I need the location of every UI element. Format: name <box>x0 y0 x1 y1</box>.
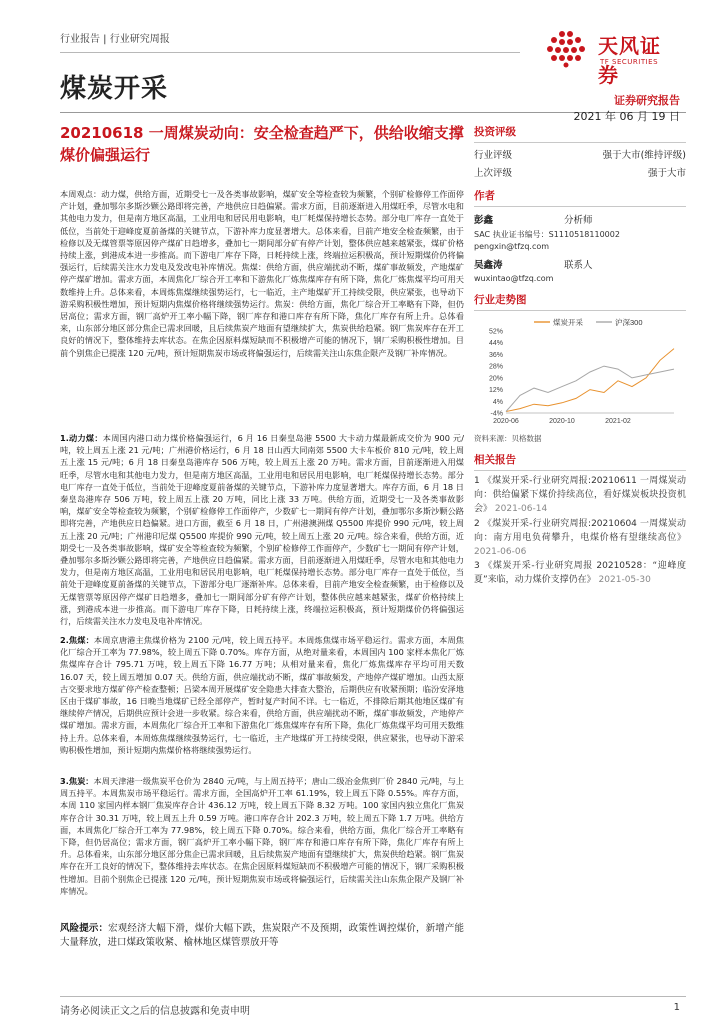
y-tick-label: 44% <box>488 340 503 348</box>
rating-value: 强于大市(维持评级) <box>602 150 686 161</box>
related-item[interactable] <box>474 559 686 587</box>
legend-label: 煤炭开采 <box>553 318 583 327</box>
report-title: 20210618 一周煤炭动向：安全检查趋严下，供给收缩支撑煤价偏强运行 <box>60 124 464 164</box>
author-email[interactable]: wuxintao@tfzq.com <box>474 274 554 283</box>
rating-heading: 投资评级 <box>474 126 516 138</box>
section-coking-coal <box>60 634 464 756</box>
author-cert: SAC 执业证书编号：S1110518110002 <box>474 230 620 239</box>
rating-row <box>474 147 686 161</box>
brand-name-en: TF SECURITIES <box>600 58 659 66</box>
brand-name: 天风证券 <box>598 34 661 87</box>
author-email[interactable]: pengxin@tfzq.com <box>474 242 550 251</box>
summary-paragraph <box>60 188 464 359</box>
authors-panel <box>474 188 686 283</box>
disclaimer: 请务必阅读正文之后的信息披露和免责申明 <box>60 1006 250 1017</box>
related-number: 1 <box>474 476 480 486</box>
risk-label: 风险提示： <box>60 923 109 934</box>
page-number: 1 <box>673 1002 680 1013</box>
logo-mark-icon <box>540 28 594 68</box>
author-entry <box>474 257 686 283</box>
brand-logo <box>540 28 680 87</box>
related-divider <box>474 470 686 471</box>
report-date: 2021 年 06 月 19 日 <box>573 110 680 123</box>
y-tick-label: -4% <box>490 410 503 418</box>
related-item[interactable] <box>474 517 686 560</box>
author-role: 分析师 <box>564 215 593 226</box>
x-tick-label: 2020-06 <box>493 418 519 425</box>
related-number: 2 <box>474 518 480 529</box>
y-tick-label: 4% <box>492 398 503 406</box>
related-number: 3 <box>474 561 480 572</box>
section-label: 2.焦煤： <box>60 635 94 645</box>
y-tick-label: 36% <box>488 351 503 359</box>
series-line <box>506 349 674 412</box>
related-text: 《煤炭开采-行业研究周报 20210528：“迎峰度夏”来临，动力煤价支撑仍在》 <box>474 561 686 586</box>
author-role: 联系人 <box>564 260 593 271</box>
related-date: 2021-05-30 <box>598 575 651 586</box>
section-label: 1.动力煤： <box>60 433 103 443</box>
rating-row <box>474 165 686 179</box>
rating-key: 行业评级 <box>474 150 513 161</box>
y-tick-label: 28% <box>488 363 503 371</box>
x-tick-label: 2021-02 <box>605 418 631 425</box>
trend-divider <box>474 310 686 311</box>
authors-divider <box>474 206 686 207</box>
rating-divider <box>474 142 686 143</box>
rating-value: 强于大市 <box>647 168 686 179</box>
related-text: 《煤炭开采-行业研究周报:20210604 一周煤炭动向：南方用电负荷攀升，电煤价格有望继续高位》 <box>474 518 686 543</box>
chart-source: 资料来源：贝格数据 <box>474 434 542 443</box>
y-tick-label: 12% <box>488 387 503 395</box>
report-type: 证券研究报告 <box>614 94 680 107</box>
trend-heading: 行业走势图 <box>474 294 527 306</box>
related-item[interactable] <box>474 474 686 517</box>
risk-text: 宏观经济大幅下滑，煤价大幅下跌，焦炭限产不及预期，政策性调控煤价，新增产能大量释放，进口煤政策收紧、榆林地区煤管票放开等 <box>60 923 464 948</box>
x-tick-label: 2020-10 <box>549 418 575 425</box>
related-date: 2021-06-06 <box>474 547 527 558</box>
related-panel <box>474 452 686 588</box>
rating-panel <box>474 124 686 179</box>
y-tick-label: 20% <box>488 375 503 383</box>
authors-heading: 作者 <box>474 190 495 202</box>
section-title: 煤炭开采 <box>60 74 169 104</box>
section-text: 本周国内港口动力煤价格偏强运行，6 月 16 日秦皇岛港 5500 大卡动力煤最新成交价为 900 元/吨，较上周五上涨 21 元/吨；广州港价格运行，6 月 18 日山西大同南郊 5500 大卡车板价 810 元/吨，较上周五上涨 15 元/吨；6 月 18 日秦皇岛港库存 506 万吨，较上周五上涨 20 万吨。需求方面，目前逐渐进入用煤旺季，尽管水电和其他电力发力，但是南方地区高温，工业用电和居民用电影响，电厂耗煤保持增长态势。部分电厂库存一直处于低位，当前处于迎峰度夏前备煤的关键节点，下游补库力度显著增大。库存方面，6 月 18 日秦皇岛港库存 506 万吨，较上周五上涨 20 万吨，同比上涨 33 万吨。供给方面，近期受七一及各类事故影响，煤矿安全等检查较为频繁，个别矿检修停工作面停产，少数矿七一期间有停产计划，叠加鄂尔多斯沙颗公路即将完善，产地供应日趋偏紧。进口方面，截至 6 月 18 日，广州港澳洲煤 Q5500 库提价 990 元/吨，较上周五上涨 20 元/吨；广州港印尼煤 Q5500 库提价 990 元/吨，较上周五上涨 20 元/吨。综合来看，供给方面，近期受七一及各类事故影响，煤矿安全等检查较为频繁，个别矿检修停工作面停产，少数矿七一期间有停产计划，叠加鄂尔多斯沙颗公路即将完善，产地供应日趋偏紧。需求方面，目前逐渐进入用煤旺季，尽管水电和其他电力发力，但是南方地区高温，工业用电和居民用电影响，电厂耗煤保持增长态势。部分电厂库存一直处于低位，当前处于迎峰度夏前备煤的关键节点，下游部分电厂逐渐补库。总体来看，目前产地安全检查频繁，由于检修以及无煤管票等原因停产煤矿日趋增多，叠加七一期间部分矿有停产计划，整体供应越来越紧张，煤矿价格持续上涨，到港成本进一步推高。而下游电厂库存下降，日耗持续上涨，终端拉运积极高，预计短期煤价仍将偏强运行，后续需关注水力发电及电补库情况。 <box>60 433 464 627</box>
legend-label: 沪深300 <box>615 318 643 327</box>
author-name: 吴鑫涛 <box>474 260 503 271</box>
rating-key: 上次评级 <box>474 168 513 179</box>
related-text: 《煤炭开采-行业研究周报:20210611 一周煤炭动向：供给偏紧下煤价持续高位，看好煤炭板块投资机会》 <box>474 476 686 515</box>
trend-panel <box>474 292 686 444</box>
risk-warning <box>60 922 464 950</box>
section-text: 本周京唐港主焦煤价格为 2100 元/吨，较上周五持平。本周炼焦煤市场平稳运行。需求方面，本周焦化厂综合开工率为 77.98%，较上周五下降 0.70%。库存方面，从绝对量来看，本周国内 100 家样本焦化厂炼焦煤库存合计 795.71 万吨，较上周五下降 16.77 万吨；从相对量来看，焦化厂炼焦煤库存平均可用天数 16.07 天，较上周五增加 0.07 天。供给方面，供应端扰动不断，煤矿事故频发，产地停产煤矿增加。山西太原古交要求地方煤矿停产检查整顿；吕梁本周开展煤矿安全隐患大排查大整治，后期供应有收紧预期；临汾安泽地区由于煤矿事故，16 日晚当地煤矿已经全部停产，暂时复产时间不详。七一临近，不排除后期其他地区煤矿有继续停产情况，后期供应预计会进一步收紧。综合来看，供给方面，供应端扰动不断，煤矿事故频发，产地停产煤矿增加。需求方面，本周焦化厂综合开工率和下游焦化厂炼焦煤库存有所下降，焦化厂炼焦煤平均可用天数维持上升。总体来看，本周炼焦煤继续强势运行，七一临近，主产地煤矿开工持续受限，供应紧张，也导动下游采购积极性增加，预计短期内焦煤价格将继续强势运行。 <box>60 635 464 755</box>
summary-text: 本周观点：动力煤，供给方面，近期受七一及各类事故影响，煤矿安全等检查较为频繁，个别矿检修停工作面停产计划，叠加鄂尔多斯沙颗公路即将完善，产地供应日趋偏紧。需求方面，目前逐渐进入用煤旺季，尽管水电和其他电力发力，但是南方地区高温，工业用电和居民用电影响，电厂耗煤保持增长态势。部分电厂库存一直处于低位，当前处于迎峰度夏前备煤的关键节点，下游补库力度显著增大。总体来看，目前产地安全检查频繁，由于检修以及无煤管票等原因停产煤矿日趋增多，叠加七一期间部分矿有停产计划，整体供应越来越紧张，煤矿价格持续上涨，到港成本进一步推高。而下游电厂库存下降，日耗持续上涨，终端拉运积极高，预计短期煤价仍将偏强运行，后续需关注水力发电及发改电补库情况。焦煤：供给方面，供应端扰动不断，煤矿事故频发，产地煤矿停产煤矿增加。需求方面，本周焦化厂综合开工率和下游焦化厂炼焦煤库存有所下降，焦化厂炼焦煤平均可用天数维持上升。总体来看，本周炼焦煤继续强势运行，七一临近，主产地煤矿开工持续受限，供应紧张，也导动下游采购积极性增加，预计短期内焦煤价格将继续强势运行。焦炭：供给方面，焦化厂综合开工率略有下降，但仍居高位；需求方面，钢厂高炉开工率小幅下降，钢厂库存和港口库存有所下降，焦化厂库存有所上升。总体看来，山东部分地区部分焦企已需求回暖，且后续焦炭产地面有望继续扩大，焦炭供给趋紧。钢厂焦炭库存在开工良好的情况下，整体维持去库状态。在焦企因原料煤短缺而不积极增产可能的情况下，钢厂采购积极性增加。目前个别焦企已提涨 120 元/吨，预计短期焦炭市场或将偏强运行，后续需关注山东焦企限产及钢厂补库情况。 <box>60 189 464 358</box>
section-thermal-coal <box>60 432 464 627</box>
header-tag: 行业报告 | 行业研究周报 <box>60 34 170 45</box>
author-name: 彭鑫 <box>474 215 494 226</box>
y-tick-label: 52% <box>488 328 503 336</box>
author-entry <box>474 212 686 251</box>
related-heading: 相关报告 <box>474 454 516 466</box>
trend-chart <box>474 313 686 431</box>
footer-divider <box>60 996 686 997</box>
section-label: 3.焦炭： <box>60 776 94 786</box>
section-text: 本周天津港一级焦炭平仓价为 2840 元/吨，与上周五持平；唐山二级冶金焦到厂价 2840 元/吨，与上周五持平。本周焦炭市场平稳运行。需求方面，全国高炉开工率 61.19%，较上周五下降 0.55%。库存方面，本周 110 家国内样本钢厂焦炭库存合计 436.12 万吨，较上周五下降 8.32 万吨。100 家国内独立焦化厂焦炭库存合计 30.31 万吨，较上周五上升 0.59 万吨。港口库存合计 202.3 万吨，较上周五下降 1.7 万吨。供给方面，本周焦化厂综合开工率为 77.98%，较上周五下降 0.70%。综合来看，供给方面，焦化厂综合开工率略有下降，但仍居高位；需求方面，钢厂高炉开工率小幅下降，钢厂库存和港口库存有所下降，焦化厂库存有所上升。总体看来，山东部分地区部分焦企已需求回暖，且后续焦炭产地面有望继续扩大，焦炭供给趋紧。钢厂焦炭库存在开工良好的情况下，整体维持去库状态。在焦企因原料煤短缺而不积极增产可能的情况下，钢厂采购积极性增加。目前个别焦企已提涨 120 元/吨，预计短期焦炭市场或将偏强运行，后续需关注山东焦企限产及钢厂补库情况。 <box>60 776 464 896</box>
section-coke <box>60 775 464 897</box>
header-divider <box>60 52 520 53</box>
related-date: 2021-06-14 <box>494 504 548 515</box>
